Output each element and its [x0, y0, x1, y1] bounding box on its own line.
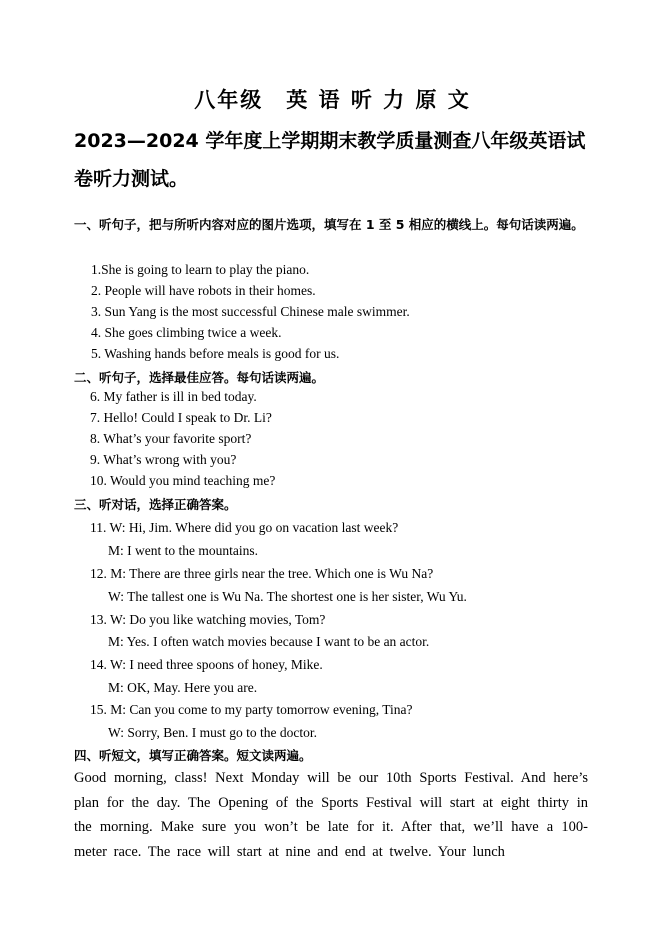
question-8: 8. What’s your favorite sport?: [90, 431, 252, 446]
question-6: 6. My father is ill in bed today.: [90, 389, 257, 404]
question-14-answer: M: OK, May. Here you are.: [108, 680, 258, 695]
question-15: 15. M: Can you come to my party tomorrow evening, Tina?: [90, 702, 413, 717]
question-12-answer: W: The tallest one is Wu Na. The shortest one is her sister, Wu Yu.: [108, 589, 467, 604]
question-13-answer: M: Yes. I often watch movies because I want to be an actor.: [108, 634, 430, 649]
document-subtitle: 2023—2024 学年度上学期期末教学质量测查八年级英语试卷听力测试。: [74, 130, 586, 190]
question-13: 13. W: Do you like watching movies, Tom?: [90, 612, 326, 627]
question-7: 7. Hello! Could I speak to Dr. Li?: [90, 410, 272, 425]
question-3: 3. Sun Yang is the most successful Chinese male swimmer.: [91, 304, 410, 319]
question-1: 1.She is going to learn to play the piano.: [91, 262, 310, 277]
passage-text: Good morning, class! Next Monday will be our 10th Sports Festival. And here’s plan for the day. The Opening of the Sports Festival will start at eight thirty in the morning. Make sure you won’t be late for it. After that, we’ll have a 100-meter race. The race will start at nine and end at twelve. Your lunch: [74, 770, 588, 860]
question-11-answer: M: I went to the mountains.: [108, 543, 258, 558]
question-11: 11. W: Hi, Jim. Where did you go on vacation last week?: [90, 520, 399, 535]
question-4: 4. She goes climbing twice a week.: [91, 325, 282, 340]
question-5: 5. Washing hands before meals is good for us.: [91, 346, 340, 361]
section-heading-1: 一、听句子，把与所听内容对应的图片选项，填写在 1 至 5 相应的横线上。每句话读两遍。: [74, 217, 584, 232]
question-10: 10. Would you mind teaching me?: [90, 473, 276, 488]
section-heading-4: 四、听短文，填写正确答案。短文读两遍。: [74, 748, 312, 763]
section-heading-3: 三、听对话，选择正确答案。: [74, 497, 237, 512]
question-9: 9. What’s wrong with you?: [90, 452, 237, 467]
question-2: 2. People will have robots in their homes.: [91, 283, 316, 298]
section-heading-2: 二、听句子，选择最佳应答。每句话读两遍。: [74, 370, 325, 385]
question-14: 14. W: I need three spoons of honey, Mike.: [90, 657, 323, 672]
question-12: 12. M: There are three girls near the tree. Which one is Wu Na?: [90, 566, 434, 581]
question-15-answer: W: Sorry, Ben. I must go to the doctor.: [108, 725, 317, 740]
document-title: 八年级 英 语 听 力 原 文: [194, 87, 471, 112]
